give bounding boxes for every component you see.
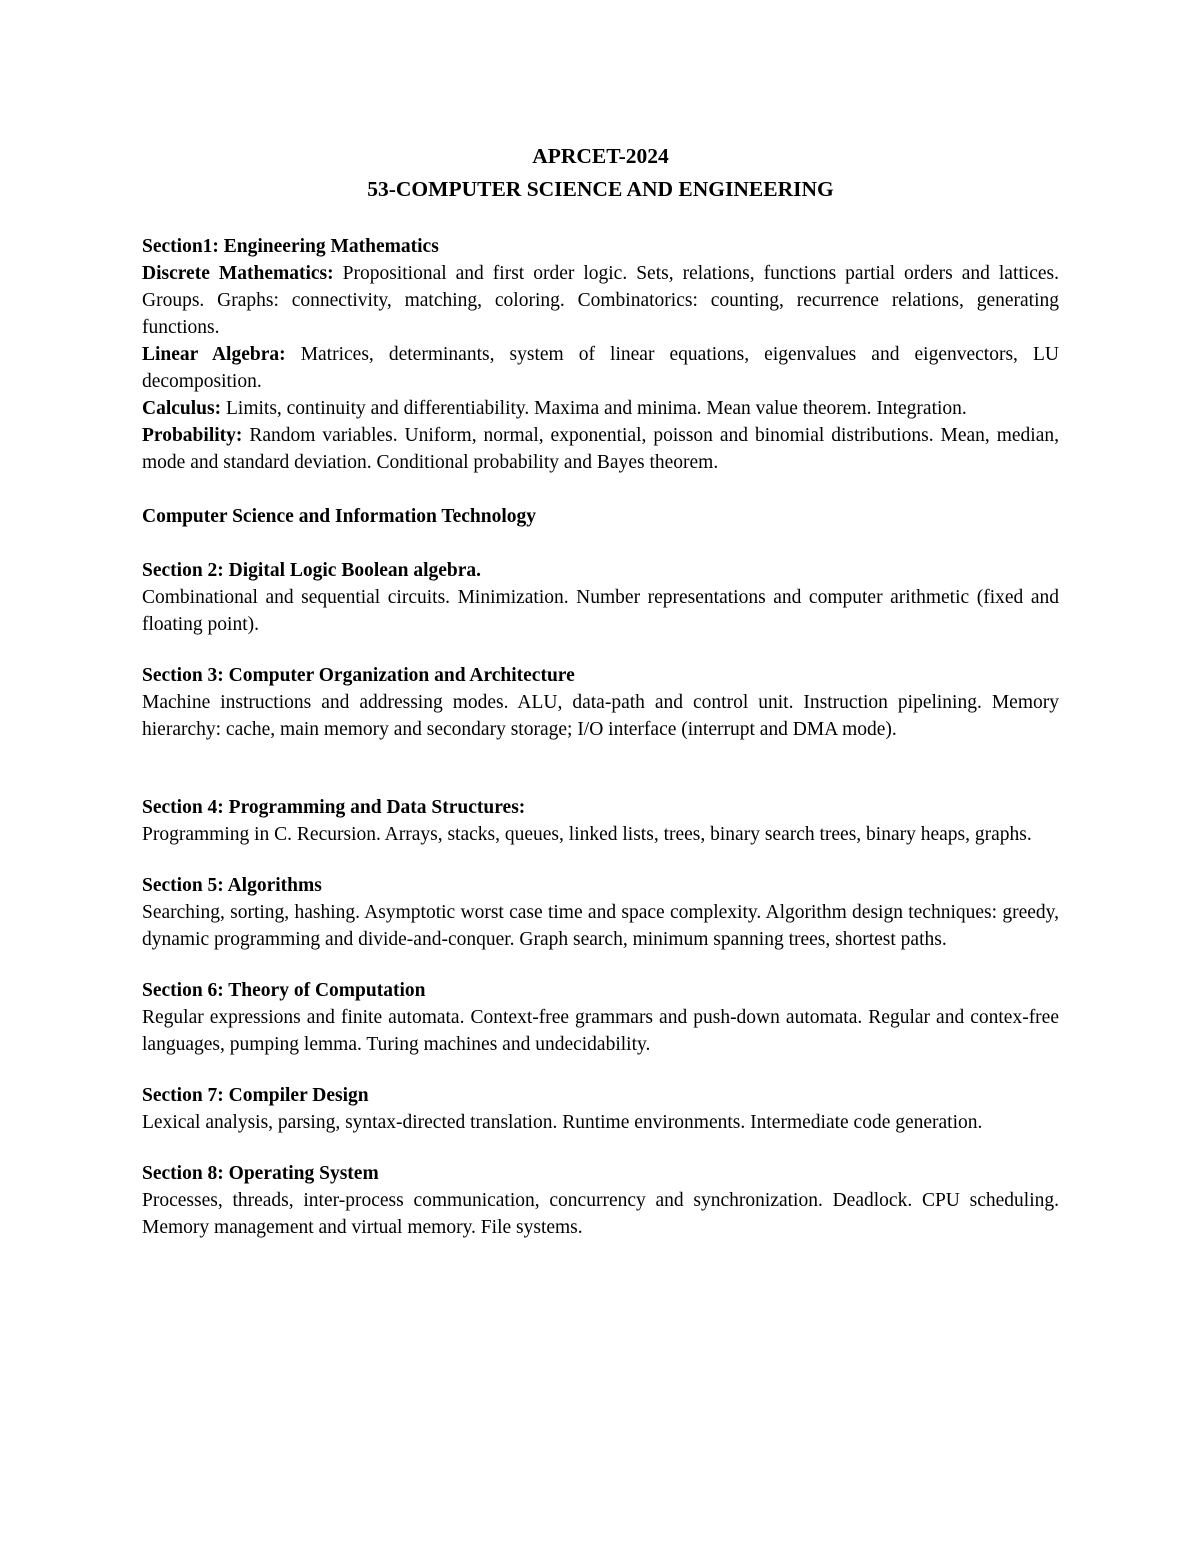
topic-label: Probability: bbox=[142, 425, 243, 446]
section-7 bbox=[142, 1082, 1059, 1136]
section-3 bbox=[142, 662, 1059, 743]
section-5 bbox=[142, 872, 1059, 953]
title-line-1: APRCET-2024 bbox=[532, 144, 669, 168]
section-body: Lexical analysis, parsing, syntax-directed translation. Runtime environments. Intermediate code generation. bbox=[142, 1112, 983, 1133]
section-heading: Section 7: Compiler Design bbox=[142, 1085, 369, 1106]
section-6 bbox=[142, 977, 1059, 1058]
csit-heading: Computer Science and Information Technology bbox=[142, 506, 536, 527]
topic-text: Matrices, determinants, system of linear equations, eigenvalues and eigenvectors, LU decomposition. bbox=[142, 344, 1059, 392]
section-1 bbox=[142, 233, 1059, 476]
topic-discrete-mathematics bbox=[142, 260, 1059, 341]
section-heading: Section 3: Computer Organization and Architecture bbox=[142, 665, 575, 686]
section-heading: Section 2: Digital Logic Boolean algebra. bbox=[142, 560, 482, 581]
section-8 bbox=[142, 1160, 1059, 1241]
topic-label: Discrete Mathematics: bbox=[142, 263, 334, 284]
topic-text: Propositional and first order logic. Sets, relations, functions partial orders and lattices. Groups. Graphs: connectivity, matching, coloring. Combinatorics: counting, recurrence relations, generating functions. bbox=[142, 263, 1059, 338]
section-heading: Section 6: Theory of Computation bbox=[142, 980, 426, 1001]
topic-calculus bbox=[142, 395, 1059, 422]
section-2 bbox=[142, 557, 1059, 638]
topic-label: Calculus: bbox=[142, 398, 222, 419]
section-body: Programming in C. Recursion. Arrays, stacks, queues, linked lists, trees, binary search trees, binary heaps, graphs. bbox=[142, 824, 1032, 845]
section-body: Machine instructions and addressing modes. ALU, data-path and control unit. Instruction pipelining. Memory hierarchy: cache, main memory and secondary storage; I/O interface (interrupt and DMA mode). bbox=[142, 692, 1059, 740]
section-1-heading: Section1: Engineering Mathematics bbox=[142, 236, 439, 257]
title-line-2: 53-COMPUTER SCIENCE AND ENGINEERING bbox=[367, 177, 834, 201]
section-body: Processes, threads, inter-process communication, concurrency and synchronization. Deadlock. CPU scheduling. Memory management and virtual memory. File systems. bbox=[142, 1190, 1059, 1238]
section-body: Regular expressions and finite automata. Context-free grammars and push-down automata. Regular and contex-free languages, pumping lemma. Turing machines and undecidability. bbox=[142, 1007, 1059, 1055]
topic-label: Linear Algebra: bbox=[142, 344, 286, 365]
document-title bbox=[142, 140, 1059, 206]
topic-text: Limits, continuity and differentiability. Maxima and minima. Mean value theorem. Integration. bbox=[221, 398, 967, 419]
topic-probability bbox=[142, 422, 1059, 476]
section-heading: Section 8: Operating System bbox=[142, 1163, 379, 1184]
section-4 bbox=[142, 794, 1059, 848]
topic-text: Random variables. Uniform, normal, exponential, poisson and binomial distributions. Mean, median, mode and standard deviation. Conditional probability and Bayes theorem. bbox=[142, 425, 1059, 473]
section-body: Combinational and sequential circuits. Minimization. Number representations and computer arithmetic (fixed and floating point). bbox=[142, 587, 1059, 635]
document-page bbox=[142, 140, 1059, 1241]
section-body: Searching, sorting, hashing. Asymptotic worst case time and space complexity. Algorithm design techniques: greedy, dynamic programming and divide-and-conquer. Graph search, minimum spanning trees, shortest paths. bbox=[142, 902, 1059, 950]
section-heading: Section 4: Programming and Data Structures: bbox=[142, 797, 526, 818]
topic-linear-algebra bbox=[142, 341, 1059, 395]
section-heading: Section 5: Algorithms bbox=[142, 875, 322, 896]
